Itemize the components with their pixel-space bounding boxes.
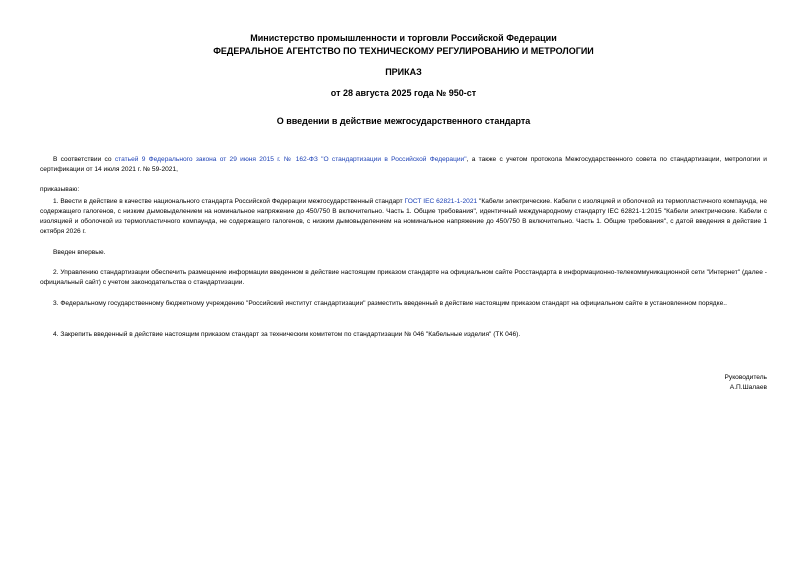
item-1-paragraph xyxy=(40,197,767,237)
item-1-text-before: 1. Ввести в действие в качестве национального стандарта Российской Федерации межгосударственный стандарт xyxy=(53,198,405,205)
signature-title: Руководитель xyxy=(724,374,767,381)
item-2-paragraph: 2. Управлению стандартизации обеспечить размещение информации введенном в действие настоящим приказом стандарте на официальном сайте Росстандарта в информационно-телекоммуникационной сети "Интернет" (далее - официальный сайт) с учетом законодательства о стандартизации. xyxy=(40,269,767,286)
intro-first-note: Введен впервые. xyxy=(53,249,106,256)
standard-link[interactable]: ГОСТ IEC 62821-1-2021 xyxy=(404,198,478,205)
signature-name: А.П.Шалаев xyxy=(729,384,767,391)
preamble-text-after: , а также с учетом протокола Межгосударственного совета по стандартизации, метрологии и сертификации от 14 июля 2021 г. № 59-2021, xyxy=(40,156,767,173)
agency-title: ФЕДЕРАЛЬНОЕ АГЕНТСТВО ПО ТЕХНИЧЕСКОМУ РЕГУЛИРОВАНИЮ И МЕТРОЛОГИИ xyxy=(213,46,594,56)
order-word: приказываю: xyxy=(40,186,80,193)
item-1-text-after: "Кабели электрические. Кабели с изоляцией и оболочкой из термопластичного компаунда, не содержащего галогенов, с низким дымовыделением на номинальное напряжение до 450/750 В включительно. Часть 1. Общие требования", идентичный международному стандарту IEC 62821-1:2015 "Кабели электрические. Кабели с изоляцией и оболочкой из термопластичного компаунда, не содержащего галогенов, с низким дымовыделением на номинальное напряжение до 450/750 В включительно. Часть 1. Общие требования", с датой введения в действие 1 октября 2026 г. xyxy=(40,198,768,235)
order-subject: О введении в действие межгосударственного стандарта xyxy=(276,116,531,126)
item-3-paragraph: 3. Федеральному государственному бюджетному учреждению "Российский институт стандартизации" разместить введенный в действие настоящим приказом стандарт на официальном сайте в установленном порядке.. xyxy=(53,300,727,307)
item-4-paragraph: 4. Закрепить введенный в действие настоящим приказом стандарт за техническим комитетом по стандартизации № 046 "Кабельные изделия" (ТК 046). xyxy=(53,331,521,338)
ministry-title: Министерство промышленности и торговли Российской Федерации xyxy=(250,33,557,43)
date-number: от 28 августа 2025 года № 950-ст xyxy=(330,88,477,98)
doc-type: ПРИКАЗ xyxy=(385,67,422,77)
preamble-text-before: В соответствии со xyxy=(53,156,115,163)
preamble-paragraph xyxy=(40,155,767,175)
law-link[interactable]: статьей 9 Федерального закона от 29 июня 2015 г. № 162-ФЗ "О стандартизации в Российской Федерации" xyxy=(114,156,467,163)
